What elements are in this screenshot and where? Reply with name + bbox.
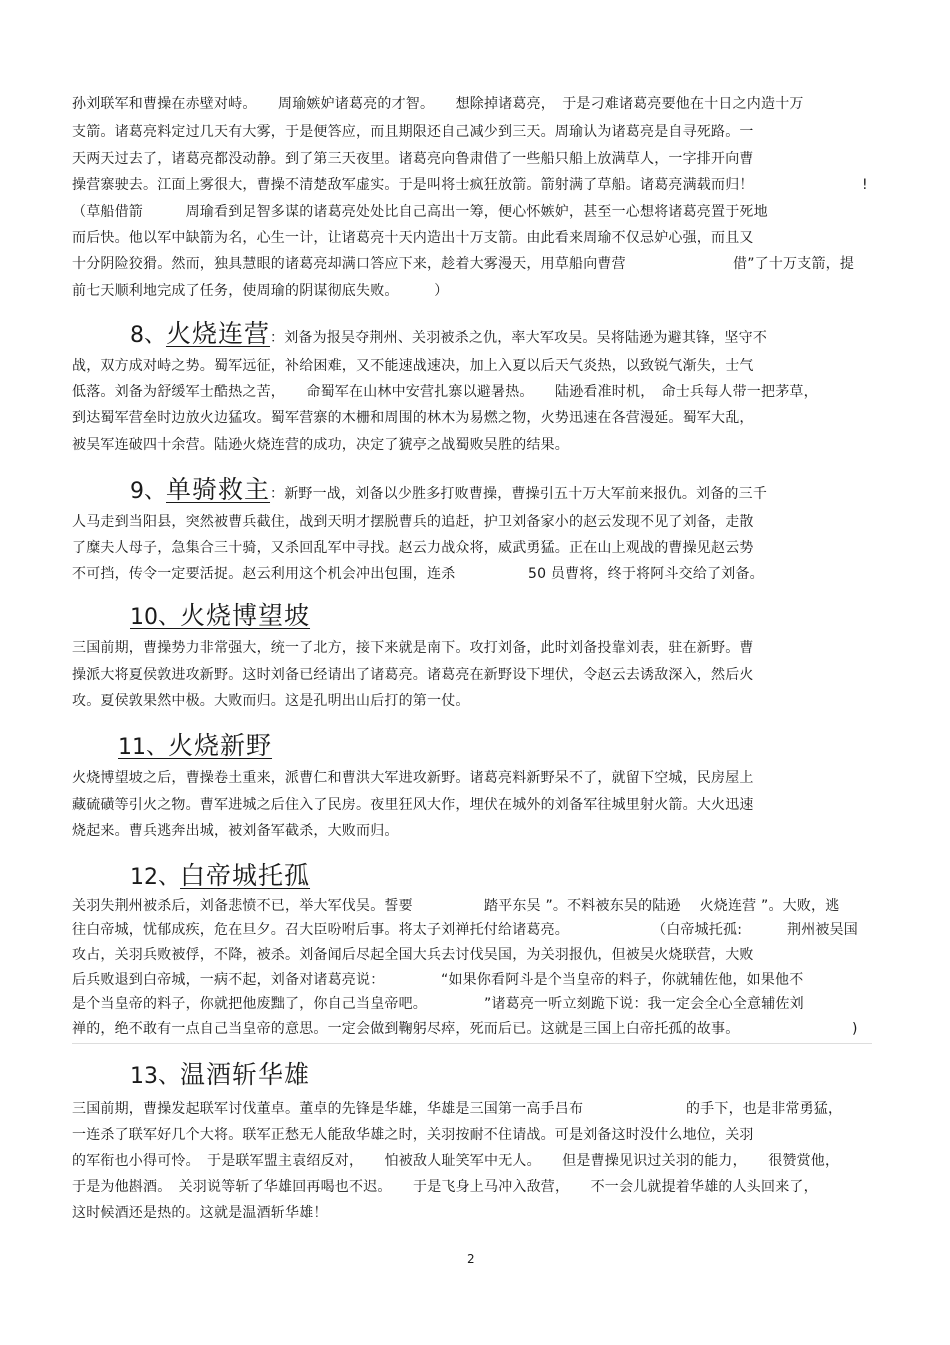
section-heading-10 — [130, 596, 310, 632]
section-heading-12 — [130, 856, 310, 892]
section-lead-text: ：新野一战，刘备以少胜多打败曹操，曹操引五十万大军前来报仇。刘备的三千 — [270, 486, 768, 502]
page-number: 2 — [467, 1252, 475, 1266]
text-line: 后兵败退到白帝城，一病不起，刘备对诸葛亮说： — [72, 972, 385, 988]
text-line: 孙刘联军和曹操在赤壁对峙。 周瑜嫉妒诸葛亮的才智。 想除掉诸葛亮， 于是刁难诸葛亮要他在十日之内造十万 — [72, 96, 804, 112]
text-line: 而后快。他以军中缺箭为名，心生一计，让诸葛亮十天内造出十万支箭。由此看来周瑜不仅忌妒心强，而且又 — [72, 230, 754, 246]
text-fragment: 踏平东吴 ”。不料被东吴的陆逊 火烧连营 ”。大败，逃 — [484, 898, 840, 914]
text-line: 火烧博望坡之后，曹操卷土重来，派曹仁和曹洪大军进攻新野。诸葛亮料新野呆不了，就留下空城，民房屋上 — [72, 770, 754, 786]
text-line: 到达蜀军营垒时边放火边猛攻。蜀军营寨的木栅和周围的林木为易燃之物，火势迅速在各营漫延。蜀军大乱， — [72, 410, 754, 426]
text-line: （草船借箭 周瑜看到足智多谋的诸葛亮处处比自己高出一筹，便心怀嫉妒，甚至一心想将诸葛亮置于死地 — [72, 204, 768, 220]
text-line: 前七天顺利地完成了任务，使周瑜的阴谋彻底失败。 ） — [72, 283, 449, 299]
text-fragment: （白帝城托孤: — [652, 922, 743, 938]
section-number: 9、 — [130, 479, 166, 504]
section-number: 8、 — [130, 323, 166, 348]
section-heading-11 — [84, 726, 272, 762]
text-line: 支箭。诸葛亮料定过几天有大雾，于是便答应，而且期限还自己减少到三天。周瑜认为诸葛亮是自寻死路。一 — [72, 124, 754, 140]
text-line: 攻。夏侯敦果然中极。大败而归。这是孔明出山后打的第一仗。 — [72, 693, 470, 709]
text-line: 操营寨驶去。江面上雾很大，曹操不清楚敌军虚实。于是叫将士疯狂放箭。箭射满了草船。诸葛亮满载而归！ — [72, 177, 754, 193]
text-fragment: “如果你看阿斗是个当皇帝的料子，你就辅佐他，如果他不 — [441, 972, 804, 988]
text-line: 的军衔也小得可怜。 于是联军盟主袁绍反对， 怕被敌人耻笑军中无人。 但是曹操见识过关羽的能力， 很赞赏他， — [72, 1153, 840, 1169]
text-fragment: ) — [852, 1021, 858, 1037]
text-fragment: 荆州被吴国 — [787, 922, 858, 938]
section-heading-8 — [130, 314, 767, 350]
divider — [72, 1043, 872, 1044]
section-lead-text: ：刘备为报吴夺荆州、关羽被杀之仇，率大军攻吴。吴将陆逊为避其锋，坚守不 — [270, 330, 768, 346]
text-line: 是个当皇帝的料子，你就把他废黜了，你自己当皇帝吧。 — [72, 996, 427, 1012]
section-number: 11、 — [118, 735, 168, 760]
text-fragment: 50 员曹将，终于将阿斗交给了刘备。 — [528, 566, 764, 582]
section-heading-13 — [130, 1055, 310, 1091]
section-title: 火烧新野 — [168, 731, 273, 760]
text-line: 被吴军连破四十余营。陆逊火烧连营的成功，决定了猇亭之战蜀败吴胜的结果。 — [72, 437, 569, 453]
text-line: 天两天过去了，诸葛亮都没动静。到了第三天夜里。诸葛亮向鲁肃借了一些船只船上放满草人，一字排开向曹 — [72, 151, 754, 167]
section-title: 火烧连营 — [166, 319, 271, 348]
text-line: 操派大将夏侯敦进攻新野。这时刘备已经请出了诸葛亮。诸葛亮在新野设下埋伏，令赵云去诱敌深入，然后火 — [72, 667, 754, 683]
text-fragment: ”诸葛亮一听立刻跪下说：我一定会全心全意辅佐刘 — [484, 996, 804, 1012]
section-number: 12、 — [130, 865, 180, 890]
text-line: 关羽失荆州被杀后，刘备悲愤不已，举大军伐吴。誓要 — [72, 898, 413, 914]
section-title: 单骑救主 — [166, 475, 271, 504]
text-line: 了糜夫人母子，急集合三十骑，又杀回乱军中寻找。赵云力战众将，威武勇猛。正在山上观战的曹操见赵云势 — [72, 540, 754, 556]
section-title: 温酒斩华雄 — [180, 1060, 311, 1089]
text-fragment: 借”了十万支箭，提 — [733, 256, 855, 272]
text-line: 一连杀了联军好几个大将。联军正愁无人能敌华雄之时，关羽按耐不住请战。可是刘备这时没什么地位，关羽 — [72, 1127, 754, 1143]
text-line: 三国前期，曹操发起联军讨伐董卓。董卓的先锋是华雄，华雄是三国第一高手吕布 — [72, 1101, 584, 1117]
text-line: 人马走到当阳县，突然被曹兵截住，战到天明才摆脱曹兵的追赶，护卫刘备家小的赵云发现不见了刘备，走散 — [72, 514, 754, 530]
text-line: 往白帝城，忧郁成疾，危在旦夕。召大臣吩咐后事。将太子刘禅托付给诸葛亮。 — [72, 922, 569, 938]
text-line: 攻占，关羽兵败被俘，不降，被杀。刘备闻后尽起全国大兵去讨伐吴国，为关羽报仇，但被吴火烧联营，大败 — [72, 947, 754, 963]
text-fragment: 的手下，也是非常勇猛， — [686, 1101, 843, 1117]
text-line: 战，双方成对峙之势。蜀军远征，补给困难，又不能速战速决，加上入夏以后天气炎热，以致锐气渐失，士气 — [72, 358, 754, 374]
text-line: 禅的，绝不敢有一点自己当皇帝的意思。一定会做到鞠躬尽瘁，死而后已。这就是三国上白帝托孤的故事。 — [72, 1021, 740, 1037]
text-line: 低落。刘备为舒缓军士酷热之苦， 命蜀军在山林中安营扎寨以避暑热。 陆逊看准时机， 命士兵每人带一把茅草， — [72, 384, 818, 400]
text-line: 烧起来。曹兵逃奔出城，被刘备军截杀，大败而归。 — [72, 823, 399, 839]
section-title: 火烧博望坡 — [180, 601, 311, 630]
text-line: 不可挡，传令一定要活捉。赵云利用这个机会冲出包围，连杀 — [72, 566, 456, 582]
text-fragment: ! — [862, 177, 868, 193]
section-number: 13、 — [130, 1064, 180, 1089]
text-line: 三国前期，曹操势力非常强大，统一了北方，接下来就是南下。攻打刘备，此时刘备投靠刘表，驻在新野。曹 — [72, 640, 754, 656]
section-number: 10、 — [130, 605, 180, 630]
text-line: 于是为他斟酒。 关羽说等斩了华雄回再喝也不迟。 于是飞身上马冲入敌营， 不一会儿就提着华雄的人头回来了， — [72, 1179, 818, 1195]
text-line: 十分阴险狡猾。然而，独具慧眼的诸葛亮却满口答应下来，趁着大雾漫天，用草船向曹营 — [72, 256, 626, 272]
section-heading-9 — [130, 470, 767, 506]
section-title: 白帝城托孤 — [180, 861, 311, 890]
text-line: 这时候酒还是热的。这就是温酒斩华雄！ — [72, 1205, 328, 1221]
text-line: 藏硫磺等引火之物。曹军进城之后住入了民房。夜里狂风大作，埋伏在城外的刘备军往城里射火箭。大火迅速 — [72, 797, 754, 813]
